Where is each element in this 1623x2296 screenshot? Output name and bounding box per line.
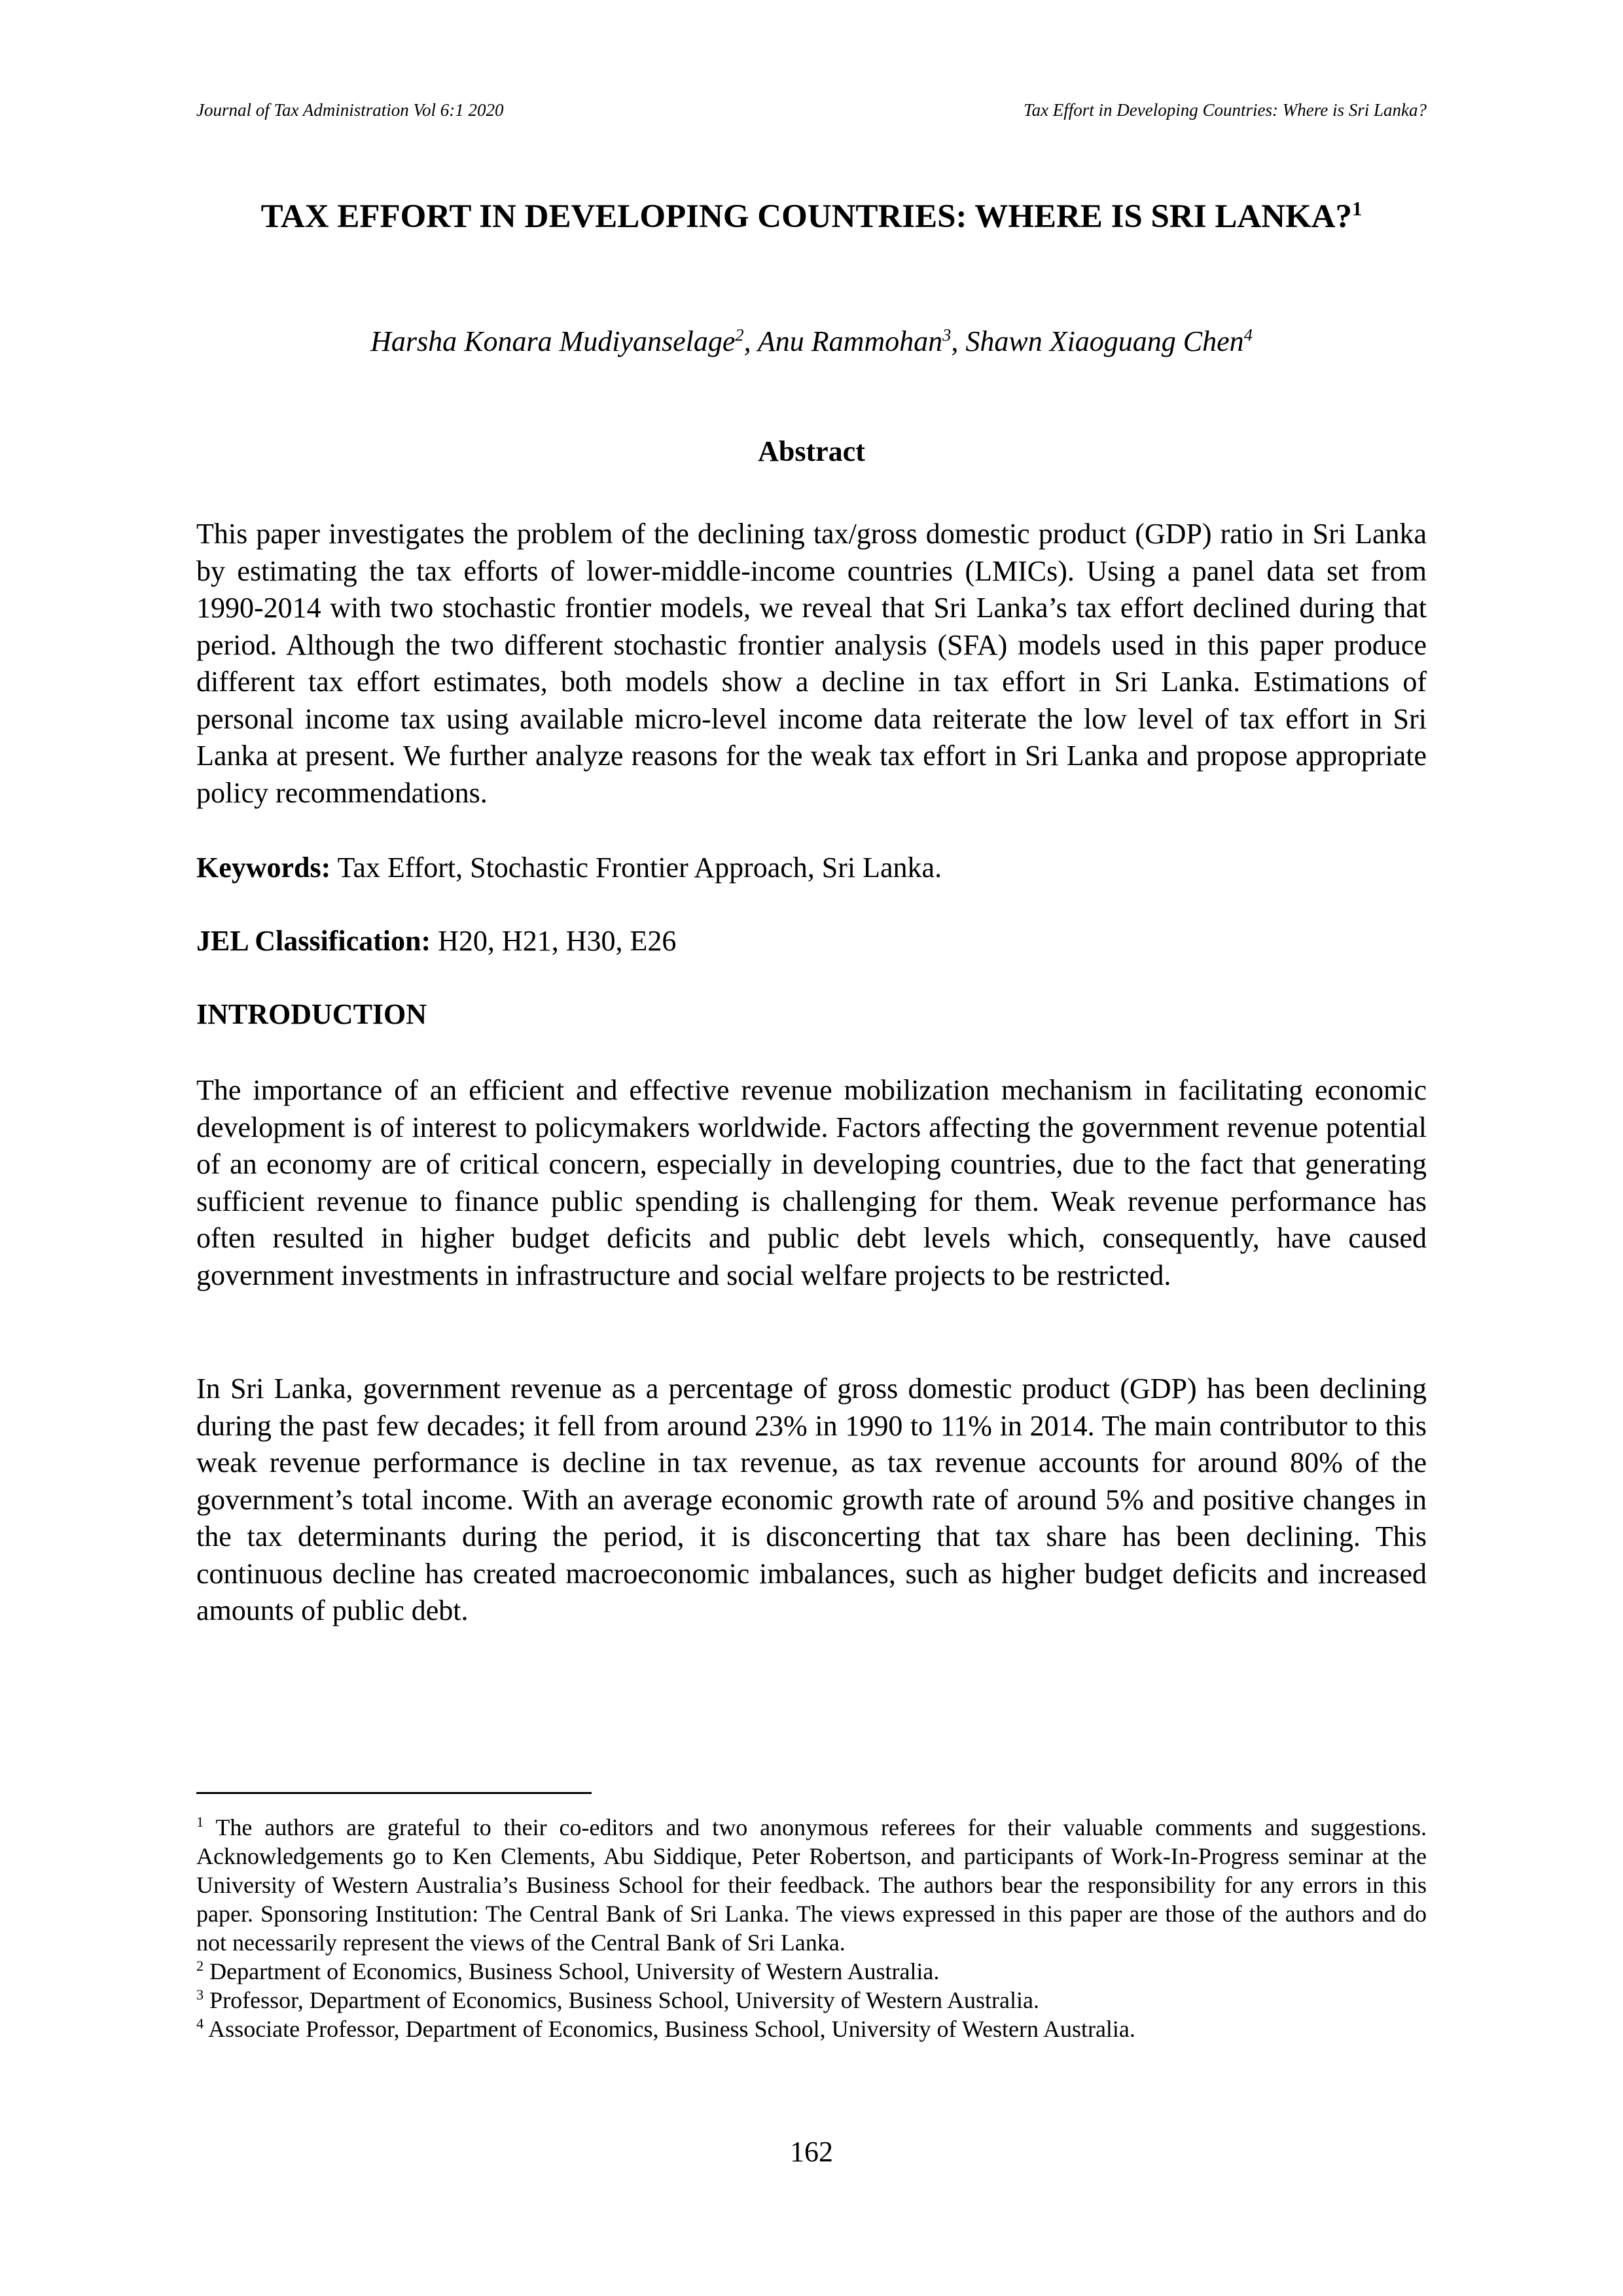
jel-label: JEL Classification: <box>196 925 431 957</box>
footnote-mark: 4 <box>196 2015 204 2032</box>
footnote <box>196 1813 1427 1957</box>
author-name: Shawn Xiaoguang Chen <box>965 325 1244 357</box>
author-affiliation-mark: 2 <box>735 325 744 345</box>
footnote-separator <box>196 1792 592 1794</box>
introduction-paragraph: In Sri Lanka, government revenue as a percentage of gross domestic product (GDP) has been declining during the past few decades; it fell from around 23% in 1990 to 11% in 2014. The main contributor to this weak revenue performance is decline in tax revenue, as tax revenue accounts for around 80% of the government’s total income. With an average economic growth rate of around 5% and positive changes in the tax determinants during the period, it is disconcerting that tax share has been declining. This continuous decline has created macroeconomic imbalances, such as higher budget deficits and increased amounts of public debt. <box>196 1372 1427 1626</box>
running-title: Tax Effort in Developing Countries: Where is Sri Lanka? <box>1024 100 1427 120</box>
footnote-mark: 2 <box>196 1958 204 1974</box>
footnote-text: Department of Economics, Business School, University of Western Australia. <box>204 1958 940 1984</box>
title-footnote-mark: 1 <box>1352 198 1363 220</box>
author-affiliation-mark: 3 <box>942 325 952 345</box>
footnote <box>196 1957 1427 1986</box>
footnotes <box>196 1813 1427 2043</box>
keywords-line <box>196 850 1427 887</box>
jel-classification-line <box>196 923 1427 960</box>
author-name: Anu Rammohan <box>757 325 943 357</box>
author-affiliation-mark: 4 <box>1243 325 1253 345</box>
footnote <box>196 2015 1427 2043</box>
footnote-mark: 3 <box>196 1986 204 2003</box>
journal-name: Journal of Tax Administration Vol 6:1 2020 <box>196 100 504 120</box>
page-number: 162 <box>790 2136 833 2168</box>
keywords-value: Tax Effort, Stochastic Frontier Approach, Sri Lanka. <box>330 852 942 884</box>
paper-title <box>196 196 1427 237</box>
author-separator: , <box>951 325 966 357</box>
paper-title-text: TAX EFFORT IN DEVELOPING COUNTRIES: WHERE IS SRI LANKA? <box>260 198 1353 235</box>
footnote-text: The authors are grateful to their co-editors and two anonymous referees for their valuable comments and suggestions. Acknowledgements go to Ken Clements, Abu Siddique, Peter Robertson, and participants of Work-In-Progress seminar at the University of Western Australia’s Business School for their feedback. The authors bear the responsibility for any errors in this paper. Sponsoring Institution: The Central Bank of Sri Lanka. The views expressed in this paper are those of the authors and do not necessarily represent the views of the Central Bank of Sri Lanka. <box>196 1814 1427 1956</box>
author-name: Harsha Konara Mudiyanselage <box>370 325 736 357</box>
running-header <box>196 98 1427 124</box>
footnote-mark: 1 <box>196 1814 204 1830</box>
footnote <box>196 1986 1427 2015</box>
jel-value: H20, H21, H30, E26 <box>431 925 677 957</box>
author-separator: , <box>743 325 758 357</box>
introduction-paragraph: The importance of an efficient and effective revenue mobilization mechanism in facilitating economic development is of interest to policymakers worldwide. Factors affecting the government revenue potential of an economy are of critical concern, especially in developing countries, due to the fact that generating sufficient revenue to finance public spending is challenging for them. Weak revenue performance has often resulted in higher budget deficits and public debt levels which, consequently, have caused government investments in infrastructure and social welfare projects to be restricted. <box>196 1074 1427 1291</box>
section-heading-introduction: INTRODUCTION <box>196 998 427 1030</box>
abstract-text: This paper investigates the problem of the declining tax/gross domestic product (GDP) ratio in Sri Lanka by estimating the tax efforts of lower-middle-income countries (LMICs). Using a panel data set from 1990-2014 with two stochastic frontier models, we reveal that Sri Lanka’s tax effort declined during that period. Although the two different stochastic frontier analysis (SFA) models used in this paper produce different tax effort estimates, both models show a decline in tax effort in Sri Lanka. Estimations of personal income tax using available micro-level income data reiterate the low level of tax effort in Sri Lanka at present. We further analyze reasons for the weak tax effort in Sri Lanka and propose appropriate policy recommendations. <box>196 518 1427 809</box>
footnote-text: Associate Professor, Department of Economics, Business School, University of Western Australia. <box>204 2016 1135 2042</box>
keywords-label: Keywords: <box>196 852 331 884</box>
author-list <box>196 323 1427 360</box>
abstract-heading: Abstract <box>758 435 865 467</box>
footnote-text: Professor, Department of Economics, Business School, University of Western Australia. <box>204 1987 1039 2013</box>
